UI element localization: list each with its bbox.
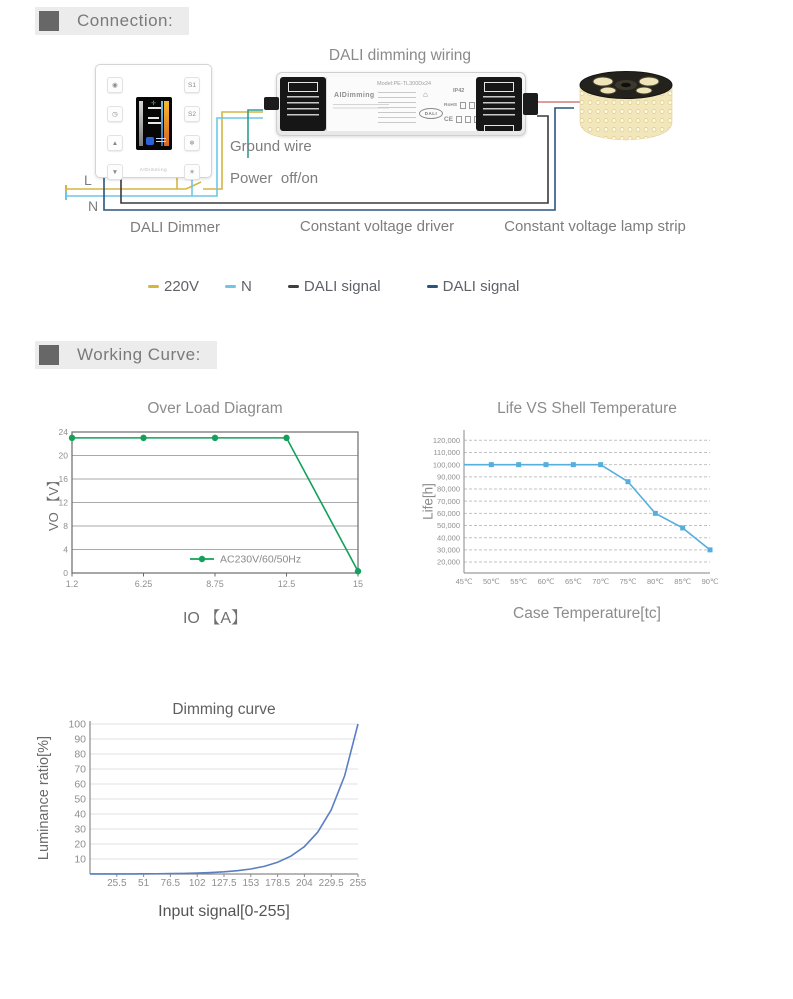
- constant-voltage-driver: [276, 72, 526, 136]
- ip-rating-text: IP42: [453, 88, 465, 94]
- x-axis-label: IO 【A】: [182, 610, 247, 627]
- svg-text:24: 24: [58, 426, 68, 437]
- screen-text-line: [148, 117, 159, 119]
- svg-text:1.2: 1.2: [65, 579, 79, 589]
- chart-title: Over Load Diagram: [147, 400, 283, 417]
- section-title: Connection:: [77, 11, 174, 30]
- svg-text:110,000: 110,000: [433, 448, 460, 458]
- svg-text:15: 15: [352, 579, 364, 589]
- driver-left-endcap: [280, 77, 326, 131]
- bright-button: ☀: [184, 164, 200, 180]
- svg-text:AC230V/60/50Hz: AC230V/60/50Hz: [220, 553, 302, 566]
- panel-left-buttons: [107, 77, 123, 180]
- screen-text-line: [148, 122, 161, 124]
- svg-text:70: 70: [74, 763, 86, 776]
- wire-legend: [148, 276, 519, 296]
- endcap-text-lines: [287, 96, 319, 120]
- line-l-label: L: [84, 172, 92, 188]
- screen-chip-text: [156, 138, 166, 144]
- cert-icon: [465, 116, 471, 123]
- cert-icon: [460, 102, 466, 109]
- y-axis-label: Life[h]: [420, 483, 436, 520]
- svg-text:127.5: 127.5: [211, 878, 237, 889]
- screen-text-line: [148, 107, 161, 109]
- heading-square-icon: [39, 345, 59, 365]
- legend-color-dash: [427, 285, 438, 288]
- svg-text:25.5: 25.5: [107, 878, 127, 889]
- s1-button: S1: [184, 77, 200, 93]
- svg-text:90: 90: [74, 733, 86, 746]
- svg-text:60℃: 60℃: [537, 577, 555, 586]
- svg-text:8.75: 8.75: [206, 579, 224, 589]
- endcap-label-box: [288, 82, 318, 92]
- svg-text:70,000: 70,000: [437, 496, 460, 506]
- ground-wire-label: Ground wire: [230, 138, 312, 155]
- power-switch-label: Power off/on: [230, 170, 319, 187]
- line-n-label: N: [88, 198, 99, 214]
- y-axis-label: Luminance ratio[%]: [36, 735, 52, 861]
- svg-text:8: 8: [63, 520, 68, 531]
- x-axis-label: Case Temperature[tc]: [513, 605, 661, 622]
- svg-text:50: 50: [74, 793, 86, 806]
- legend-item: [148, 278, 199, 295]
- svg-text:120,000: 120,000: [432, 435, 460, 445]
- svg-text:55℃: 55℃: [510, 577, 528, 586]
- endcap-text-lines: [483, 96, 515, 120]
- driver-caption: Constant voltage driver: [299, 218, 455, 235]
- life-canvas: [412, 393, 762, 633]
- svg-text:50℃: 50℃: [482, 577, 500, 586]
- svg-text:40,000: 40,000: [437, 533, 460, 543]
- svg-text:50,000: 50,000: [437, 521, 460, 531]
- legend-label: DALI signal: [442, 277, 520, 295]
- svg-text:102: 102: [188, 878, 206, 889]
- dimming-canvas: [30, 691, 382, 936]
- driver-output-connector: [523, 93, 538, 115]
- y-axis-label: VO 【V】: [46, 473, 61, 532]
- legend-label: DALI signal: [303, 277, 381, 295]
- legend-item: [288, 278, 381, 295]
- down-button: ▼: [107, 164, 123, 180]
- svg-text:90℃: 90℃: [701, 577, 719, 586]
- cert-icon: [469, 102, 475, 109]
- svg-text:100: 100: [68, 718, 86, 731]
- svg-text:30: 30: [74, 823, 86, 836]
- dali-dimmer-panel: [95, 64, 212, 178]
- rohs-text: RoHS: [444, 103, 458, 108]
- endcap-label-box: [484, 82, 514, 92]
- svg-text:80: 80: [74, 748, 86, 761]
- svg-text:20,000: 20,000: [437, 557, 460, 567]
- chart-title: Life VS Shell Temperature: [497, 400, 677, 417]
- driver-brand-text: AIDimming: [334, 92, 375, 99]
- svg-text:178.5: 178.5: [265, 878, 291, 889]
- driver-model-text: Model:PE-TL300Dx24: [377, 81, 432, 87]
- strip-caption: Constant voltage lamp strip: [504, 218, 686, 235]
- svg-text:12.5: 12.5: [277, 579, 296, 589]
- ce-mark-text: CE: [444, 116, 454, 123]
- svg-text:0: 0: [63, 567, 68, 578]
- up-button: ▲: [107, 135, 123, 151]
- svg-text:51: 51: [138, 878, 150, 889]
- svg-text:60,000: 60,000: [437, 508, 460, 518]
- power-button: ◉: [107, 77, 123, 93]
- svg-text:255: 255: [349, 878, 367, 889]
- dimming-curve-chart: [30, 691, 382, 936]
- svg-text:75℃: 75℃: [619, 577, 637, 586]
- driver-label-area: [326, 77, 478, 131]
- legend-label: 220V: [164, 277, 200, 295]
- cool-button: ❄: [184, 135, 200, 151]
- x-axis-label: Input signal[0-255]: [158, 903, 290, 920]
- svg-text:20: 20: [58, 450, 68, 461]
- dimmer-caption: DALI Dimmer: [129, 219, 220, 236]
- screen-scene-chip: [146, 137, 154, 145]
- svg-text:60: 60: [74, 778, 86, 791]
- svg-text:85℃: 85℃: [674, 577, 692, 586]
- endcap-label-box: [484, 125, 514, 135]
- driver-input-connector: [264, 97, 279, 110]
- svg-text:70℃: 70℃: [592, 577, 610, 586]
- screen-plus-icon: ✛: [151, 101, 157, 107]
- legend-label: N: [241, 277, 252, 295]
- wiring-diagram: [0, 0, 793, 330]
- timer-button: ◷: [107, 106, 123, 122]
- section-heading-working-curve: [35, 341, 217, 369]
- svg-text:16: 16: [58, 473, 68, 484]
- overload-chart: [40, 393, 385, 633]
- ce-cert-row: [444, 116, 480, 123]
- legend-color-dash: [148, 285, 159, 288]
- svg-text:4: 4: [63, 544, 68, 555]
- svg-text:6.25: 6.25: [134, 579, 153, 589]
- panel-right-buttons: [184, 77, 200, 180]
- svg-text:204: 204: [296, 878, 313, 889]
- svg-text:65℃: 65℃: [564, 577, 582, 586]
- svg-text:80℃: 80℃: [646, 577, 664, 586]
- s2-button: S2: [184, 106, 200, 122]
- diagram-title: DALI dimming wiring: [328, 47, 472, 64]
- dali-logo: DALI: [419, 108, 443, 119]
- legend-item: [427, 278, 520, 295]
- indoor-use-icon: ⌂: [423, 90, 428, 99]
- cert-icon: [456, 116, 462, 123]
- svg-text:45℃: 45℃: [455, 577, 473, 586]
- overload-canvas: [40, 393, 385, 633]
- legend-item: [225, 278, 252, 295]
- svg-text:10: 10: [74, 853, 86, 866]
- life-temperature-chart: [412, 393, 762, 633]
- driver-right-endcap: [476, 77, 522, 131]
- svg-text:80,000: 80,000: [437, 484, 460, 494]
- svg-text:229.5: 229.5: [318, 878, 344, 889]
- svg-text:20: 20: [74, 838, 86, 851]
- legend-color-dash: [225, 285, 236, 288]
- panel-brand-text: AIDimming: [139, 167, 168, 172]
- legend-color-dash: [288, 285, 299, 288]
- svg-text:40: 40: [74, 808, 86, 821]
- panel-screen: [136, 97, 172, 150]
- power-switch-blade: [186, 182, 201, 189]
- svg-text:76.5: 76.5: [160, 878, 181, 889]
- svg-text:90,000: 90,000: [437, 472, 460, 482]
- svg-text:153: 153: [242, 878, 260, 889]
- section-title: Working Curve:: [77, 345, 201, 364]
- svg-text:30,000: 30,000: [437, 545, 460, 555]
- svg-text:12: 12: [58, 497, 68, 508]
- svg-text:100,000: 100,000: [432, 460, 460, 470]
- lamp-strip-reel: [570, 62, 682, 154]
- chart-title: Dimming curve: [172, 701, 276, 718]
- screen-level-bar: [139, 101, 143, 146]
- driver-spec-text-lines: [378, 92, 416, 124]
